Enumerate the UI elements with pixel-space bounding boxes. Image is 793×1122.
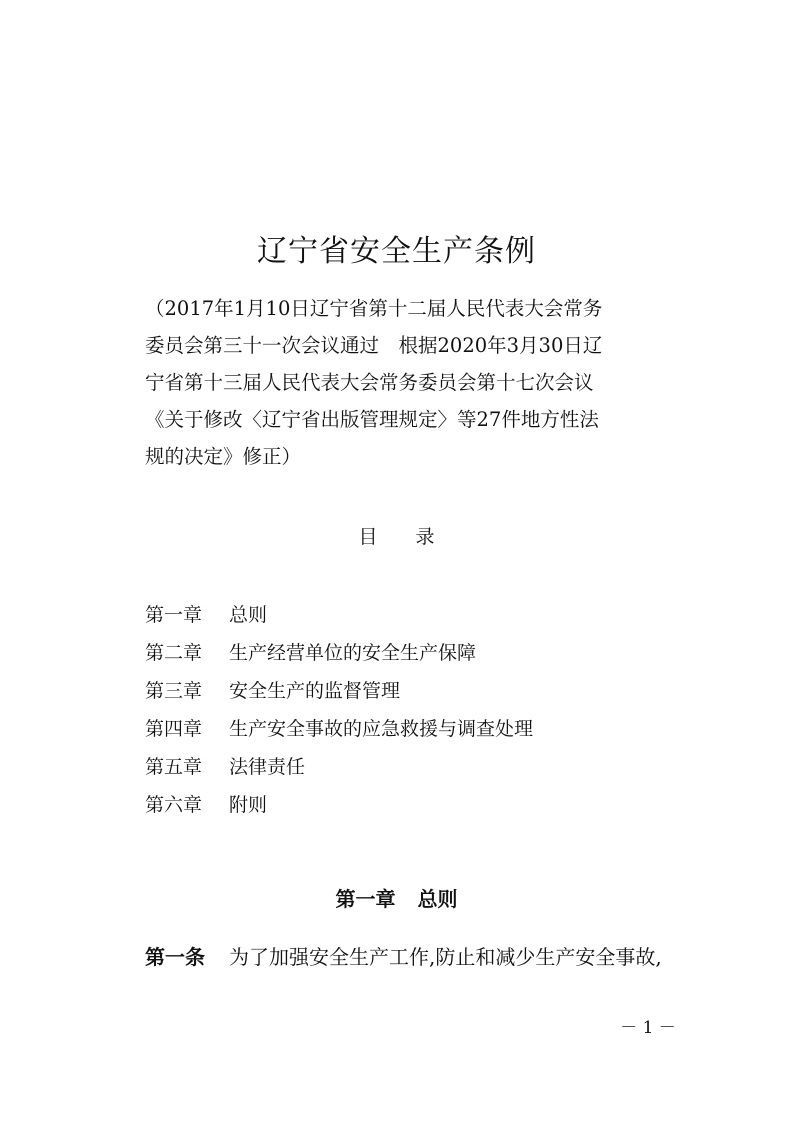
toc-chapter-number: 第一章 xyxy=(145,604,203,626)
toc-chapter-number: 第五章 xyxy=(145,756,203,778)
toc-chapter-title: 法律责任 xyxy=(229,756,306,778)
toc-chapter-number: 第三章 xyxy=(145,680,203,702)
toc-chapter-title: 安全生产的监督管理 xyxy=(229,680,401,702)
toc-chapter-number: 第六章 xyxy=(145,794,203,816)
article-number: 第一条 xyxy=(145,945,205,969)
toc-item-chapter-1[interactable] xyxy=(145,596,665,634)
toc-chapter-title: 总则 xyxy=(229,604,268,626)
adoption-note xyxy=(145,290,655,475)
toc-item-chapter-6[interactable] xyxy=(145,786,665,824)
table-of-contents xyxy=(145,596,665,824)
document-title: 辽宁省安全生产条例 xyxy=(257,234,536,270)
adoption-note-line: （2017年1月10日辽宁省第十二届人民代表大会常务 xyxy=(145,297,603,320)
toc-item-chapter-2[interactable] xyxy=(145,634,665,672)
adoption-note-line: 委员会第三十一次会议通过 根据2020年3月30日辽 xyxy=(145,334,603,357)
article-one xyxy=(145,940,705,974)
toc-chapter-title: 生产安全事故的应急救援与调查处理 xyxy=(229,718,534,740)
chapter-one-heading xyxy=(0,882,793,916)
toc-chapter-title: 生产经营单位的安全生产保障 xyxy=(229,642,477,664)
toc-heading xyxy=(0,522,793,552)
toc-item-chapter-4[interactable] xyxy=(145,710,665,748)
toc-chapter-number: 第四章 xyxy=(145,718,203,740)
article-text: 为了加强安全生产工作,防止和减少生产安全事故, xyxy=(229,945,662,969)
adoption-note-line: 规的决定》修正） xyxy=(145,445,302,468)
toc-item-chapter-3[interactable] xyxy=(145,672,665,710)
adoption-note-line: 宁省第十三届人民代表大会常务委员会第十七次会议 xyxy=(145,371,594,394)
toc-chapter-number: 第二章 xyxy=(145,642,203,664)
page-number: － 1 － xyxy=(620,1018,676,1038)
toc-item-chapter-5[interactable] xyxy=(145,748,665,786)
chapter-number: 第一章 xyxy=(335,886,396,911)
toc-heading-right: 录 xyxy=(415,526,435,548)
toc-chapter-title: 附则 xyxy=(229,794,268,816)
chapter-name: 总则 xyxy=(417,886,458,911)
adoption-note-line: 《关于修改〈辽宁省出版管理规定〉等27件地方性法 xyxy=(145,408,599,431)
toc-heading-left: 目 xyxy=(358,526,378,548)
